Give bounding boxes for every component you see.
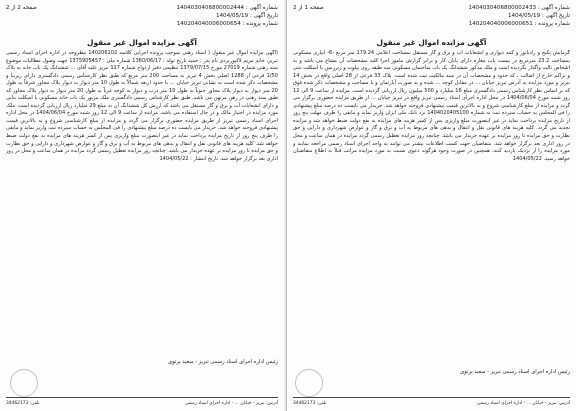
page-footer — [293, 397, 570, 407]
page-footer — [6, 397, 278, 407]
signature-line: رئیس اداره اجرای اسناد رسمی تبریز - سعید پرتوی — [460, 369, 570, 375]
notice-page-1 — [286, 0, 576, 411]
page-number: صفحه 1 از 2 — [293, 5, 324, 11]
notice-header — [6, 4, 278, 36]
stamp-mark — [10, 369, 38, 397]
notice-header — [293, 4, 570, 36]
footer-phone: تلفن: 34462173 — [6, 401, 40, 406]
signature-row — [6, 359, 278, 368]
notice-date: تاریخ آگهی : 1404/05/19 — [215, 13, 278, 19]
notice-body — [6, 50, 278, 356]
notice-title: آگهی مزایده اموال غیر منقول — [376, 38, 487, 47]
notice-reference-block — [468, 4, 570, 28]
notice-body-text: بموجب پرونده اجرایی کلاسه 140206102 مطروحه در اداره اجرای اسناد رسمی تبریز، خانم مریم لاکپوریزدی نام پدر : حمید تاریخ تولد : 1360/06/17 شماره ملی : 1375905457 جهت وصول مطالبات موضوع سند رهنی شماره 27019 مورخ 1379/07/15 تنظیمی دفتر ازدواج شماره 117 تبریز علیه آقای ... ششدانگ یک باب خانه به پلاک 1/50 فرعی از 1288 اصلی بخش 4 تبریز به مساحت 200 متر مربع که طبق نظر کارشناس رسمی دادگستری دارای زیربنا و مشخصات ذکر شده است به نشانی تبریز خیابان ... با حدود اربعه شمالاً به طول 10 متر دیوار به دیوار پلاک مجاور شرقاً به طول 20 متر دیوار به دیوار پلاک مجاور جنوباً به طول 10 متر درب و دیوار به کوچه غرباً به طول 20 متر دیوار به دیوار پلاک مجاور که طبق سند رهنی در رهن مرتهن می باشد. طبق نظر کارشناس رسمی دادگستری ملک مزبور یک باب خانه مسکونی با اسکلت بنایی و دارای انشعابات آب و برق و گاز مستقل می باشد که ارزش کل ششدانگ آن به مبلغ 29 میلیارد ریال ارزیابی گردیده است. ملک مورد مزایده در اختیار مالک و در حال استفاده می باشد. مزایده از ساعت 9 الی 12 روز شنبه مورخ 1404/06/04 در محل اداره اجرای اسناد رسمی تبریز از طریق مزایده حضوری برگزار می گردد و مزایده از مبلغ کارشناسی شروع و به بالاترین قیمت پیشنهادی فروخته خواهد شد. خریدار می بایست ده درصد مبلغ پیشنهادی را فی المجلس به حساب سپرده ثبت واریز نماید و مابقی را ظرف پنج روز از تاریخ مزایده پرداخت نماید در غیر اینصورت مبلغ واریزی پس از کسر هزینه های مزایده به نفع دولت ضبط خواهد شد. کلیه هزینه های قانونی نقل و انتقال و بدهی های مربوط به آب و برق و گاز و عوارض شهرداری و دارایی و حق نظارت و حق مزایده تا روز مزایده بر عهده خریدار می باشد. چنانچه روز مزایده تعطیل رسمی گردد مزایده در همان ساعت و محل در روز اداری بعد برگزار خواهد شد. تاریخ انتشار : 1404/05/22 — [6, 50, 278, 162]
stamp-mark — [295, 369, 323, 397]
dossier-number: شماره پرونده : 140204040006000651 — [468, 21, 570, 27]
notice-page-2 — [0, 0, 284, 411]
dossier-number: شماره پرونده : 140204040006000654 — [176, 21, 278, 27]
page-number: صفحه 2 از 2 — [6, 5, 37, 11]
notice-reference-block — [176, 4, 278, 28]
signature-line: رئیس اداره اجرای اسناد رسمی تبریز - سعید پرتوی — [168, 359, 278, 365]
notice-subtitle: (آگهی مزایده اموال غیر منقول ( اسناد رهنی — [182, 50, 278, 56]
notice-number: شماره آگهی : 1404030406800002433 — [468, 5, 570, 11]
notice-title: آگهی مزایده اموال غیر منقول — [87, 38, 197, 47]
footer-address: آدرس: تبریز - خیابان ... - اداره اجرای اسناد رسمی — [476, 401, 570, 406]
footer-phone: تلفن: 34462173 — [293, 401, 327, 406]
notice-date: تاریخ آگهی : 1404/05/19 — [507, 13, 570, 19]
notice-number: شماره آگهی : 1404030406800002444 — [176, 5, 278, 11]
footer-address: آدرس: تبریز - خیابان ... - اداره اجرای اسناد رسمی — [184, 401, 278, 406]
signature-row — [293, 369, 570, 378]
notice-body: گرمایش پکیج و رادیاتور و کمد دیواری و انشعابات آب و برق و گاز مستقل بمساحت اعلامی 179.24 متر مربع -6- انباری مسکونی بمساحت 23.2 مترمربع در بیست باب مغازه دارای پایان کار و برابر گزارش مامور اجرا کلیه مشخصات آن مشاع می باشد و به اشخاص ثالث واگذار نگردیده است و ملک مذکور ششدانگ یک باب ساختمان مسکونی سه طبقه روی پیلوت و زیرزمین با اسکلت بتنی و تراکم خارج از اصالت ، که حدود و مشخصات آن در سند مالکیت ثبت شده است. پلاک 33 فرعی از 28 اصلی واقع در بخش 14 تبریز و مورد مزایده به آدرس تبریز خیابان ... در مقابل کوچه ... شده و به صورت آپارتمان و با مساحت و مشخصات ذکر شده فوق که بر اساس نظر کارشناس رسمی دادگستری مبلغ 16 میلیارد و 500 میلیون ریال ارزیابی گردیده است. مزایده از ساعت 9 الی 12 روز شنبه مورخ 1404/06/04 در محل اداره اجرای اسناد رسمی تبریز واقع در تبریز خیابان ... از طریق مزایده حضوری برگزار می گردد و مزایده از مبلغ کارشناسی شروع و به بالاترین قیمت پیشنهادی فروخته خواهد شد. خریدار می بایست ده درصد مبلغ پیشنهادی را فی المجلس به حساب سپرده ثبت به شماره 1404020405100 نزد بانک ملی ایران واریز نماید و مابقی را ظرف مهلت پنج روز از تاریخ مزایده پرداخت نماید در غیر اینصورت مبلغ واریزی پس از کسر هزینه های مزایده به نفع دولت ضبط خواهد شد و مزایده تجدید می گردد. کلیه هزینه های قانونی نقل و انتقال و بدهی های مربوط به آب و برق و گاز و عوارض شهرداری و دارایی و حق نظارت و حق مزایده تا روز مزایده بر عهده خریدار می باشد. چنانچه روز مزایده تعطیل رسمی گردد مزایده در همان ساعت و محل در روز اداری بعد برگزار خواهد شد. متقاضیان جهت کسب اطلاعات بیشتر می توانند به واحد اجرای اسناد رسمی مراجعه نمایند و مورد مزایده را از نزدیک بازدید کنند. همچنین در صورت وجود هرگونه دعوی نسبت به مورد مزایده مراتب قبلاً به اطلاع متقاضیان خواهد رسید. 1404/05/22 — [293, 50, 570, 162]
